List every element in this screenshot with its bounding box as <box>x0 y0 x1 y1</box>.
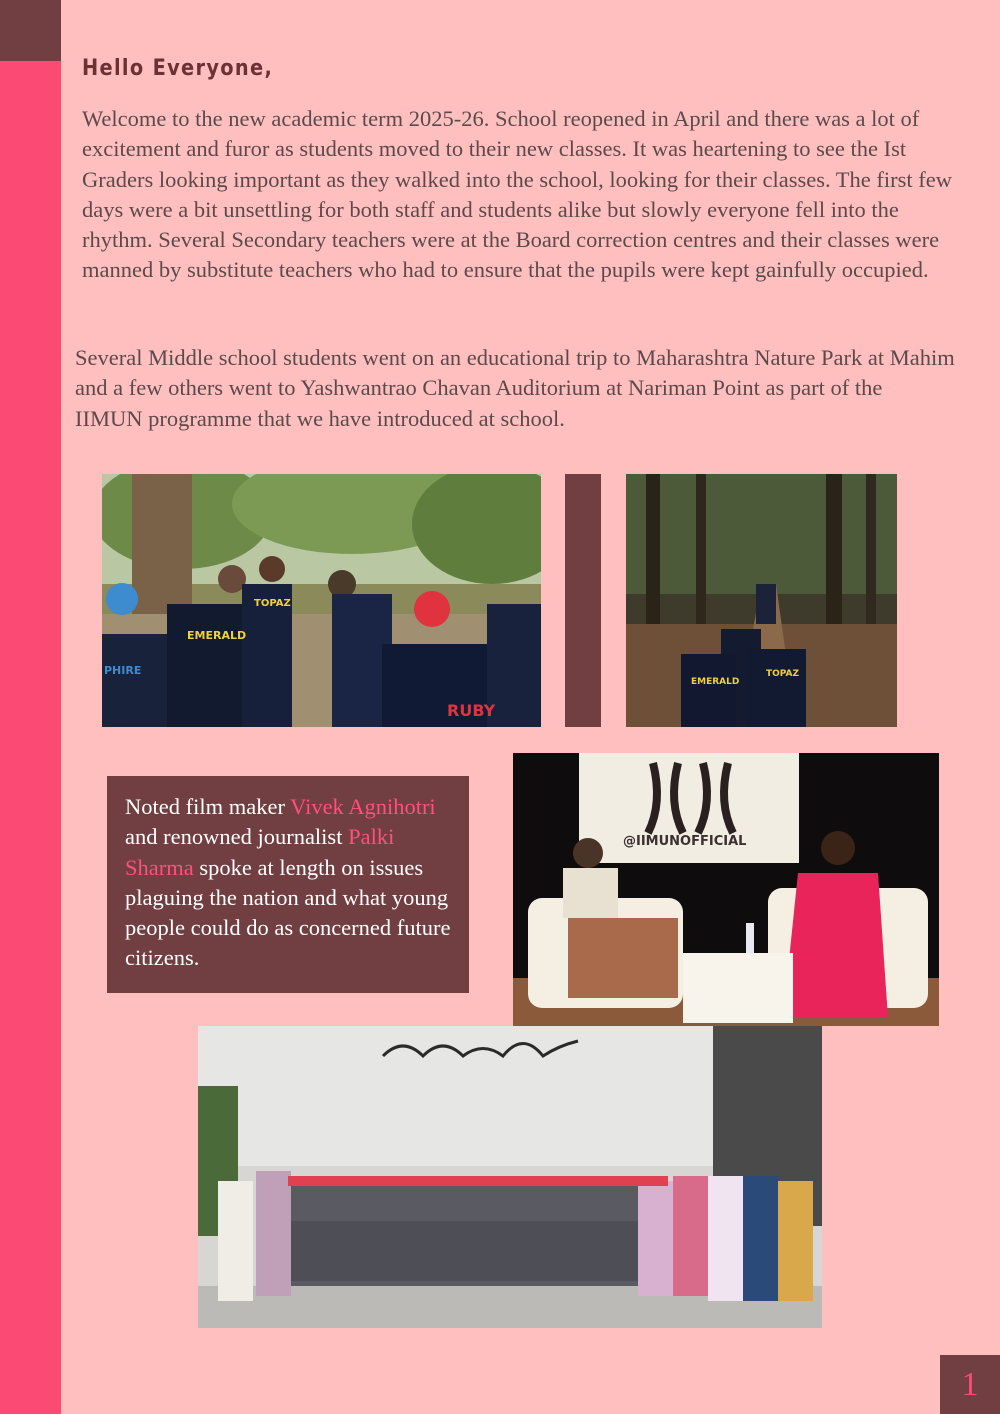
auditorium-group-photo <box>198 1026 822 1328</box>
trip-paragraph: Several Middle school students went on an educational trip to Maharashtra Nature Park at Mahim and a few others went to Yashwantrao Chavan Auditorium at Nariman Point as part of the IIMUN programme that we have introduced at school. <box>75 345 955 431</box>
corner-block <box>0 0 61 61</box>
quote-part-3: spoke at length on issues plaguing the nation and what young people could do as concerned future citizens. <box>125 854 451 971</box>
quote-part-1: Noted film maker <box>125 794 291 819</box>
nature-park-group-photo <box>102 474 541 727</box>
speakers-quote-box <box>107 776 469 993</box>
photo-divider-block <box>565 474 601 727</box>
emerald-shirt-label-2: EMERALD <box>691 677 740 687</box>
quote-part-2: and renowned journalist <box>125 824 349 850</box>
greeting-heading: Hello Everyone, <box>82 56 274 81</box>
ruby-shirt-label: RUBY <box>447 701 496 720</box>
emerald-shirt-label: EMERALD <box>187 629 247 642</box>
forest-trail-photo <box>626 474 897 727</box>
speakers-text <box>125 792 451 974</box>
speaker-name-palki: Palki Sharma <box>125 824 395 880</box>
iimun-banner-text: @IIMUNOFFICIAL <box>623 834 747 849</box>
page-number-box <box>940 1355 1000 1414</box>
intro-paragraph: Welcome to the new academic term 2025-26. School reopened in April and there was a lot of excitement and furor as students moved to their new classes. It was heartening to see the Ist Graders looking important as they walked into the school, looking for their classes. The first few days were a bit unsettling for both staff and students alike but slowly everyone fell into the rhythm. Several Secondary teachers were at the Board correction centres and their classes were manned by substitute teachers who had to ensure that the pupils were kept gainfully occupied. <box>82 106 953 283</box>
topaz-shirt-label: TOPAZ <box>254 598 291 609</box>
left-accent-bar <box>0 0 61 1414</box>
stage-speakers-photo <box>513 753 939 1026</box>
phire-shirt-label: PHIRE <box>104 664 142 677</box>
page-number: 1 <box>961 1366 979 1403</box>
speaker-name-vivek: Vivek Agnihotri <box>290 794 436 819</box>
topaz-shirt-label-2: TOPAZ <box>766 669 800 679</box>
